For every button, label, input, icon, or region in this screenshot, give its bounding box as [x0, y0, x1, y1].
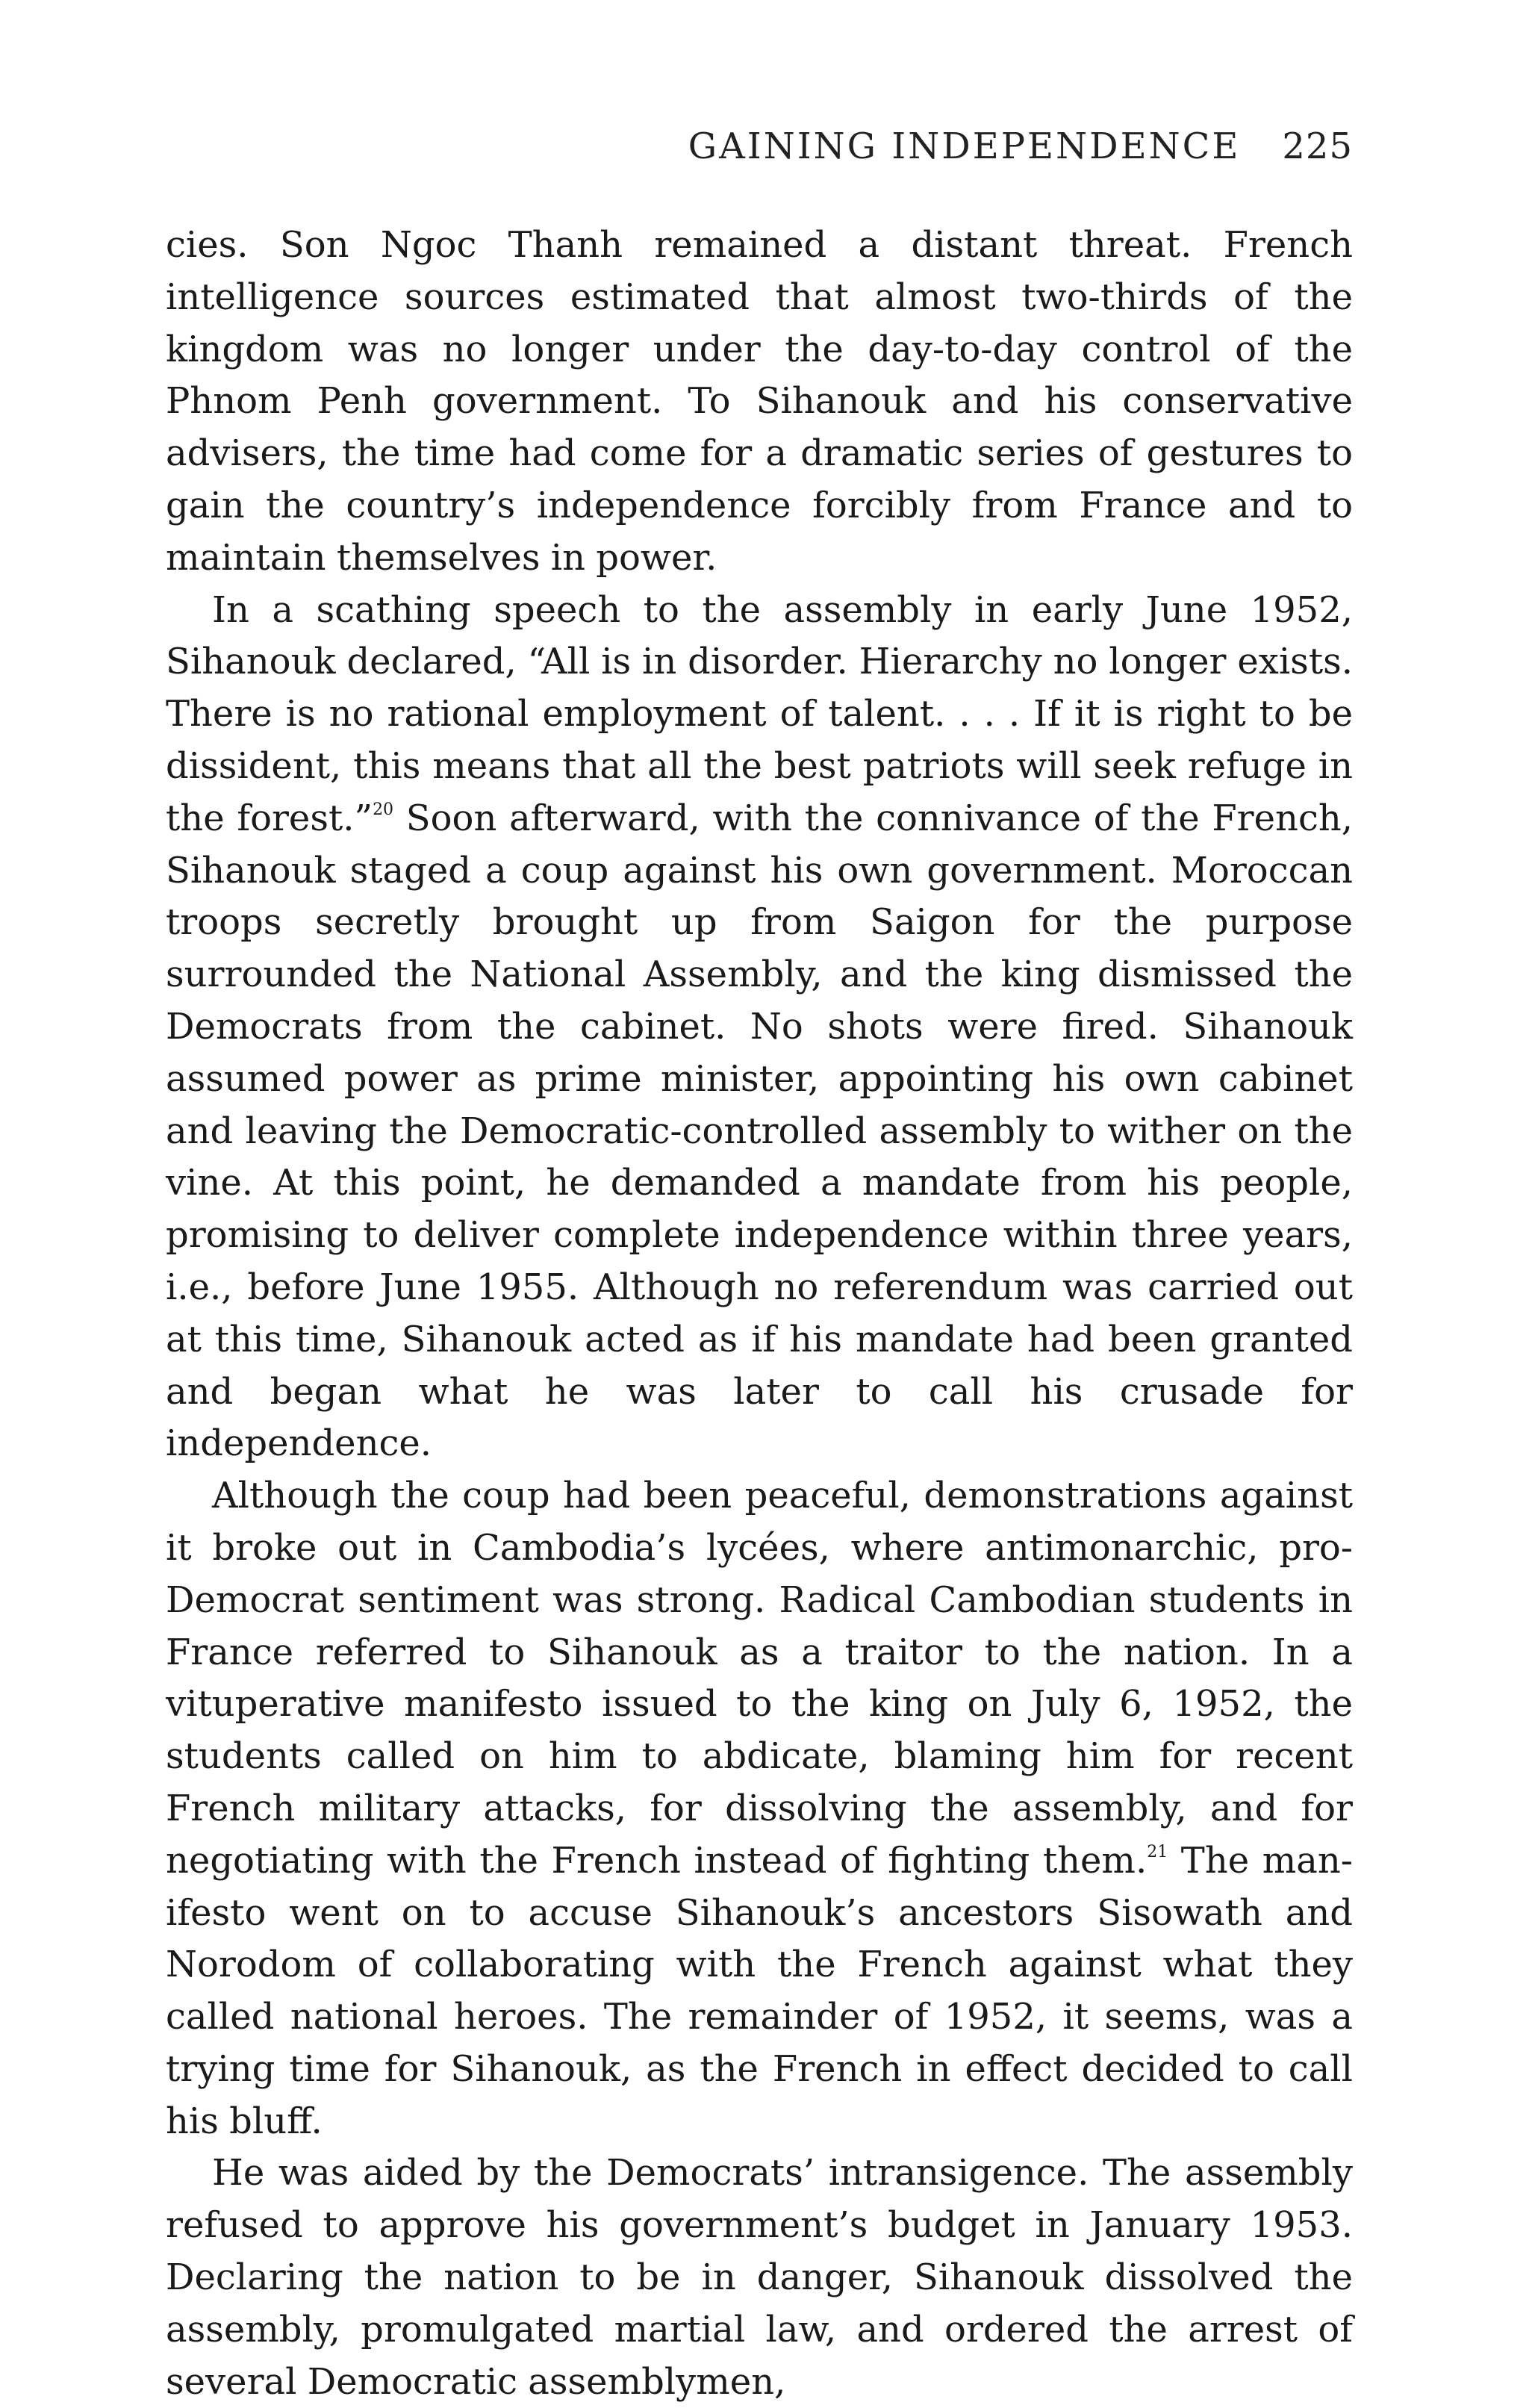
body-text — [166, 220, 1353, 2408]
running-head — [688, 125, 1353, 167]
paragraph-text: He was aided by the Democrats’ intransigence. The assembly refused to approve his government’s budget in January 1953. Declaring the nation to be in danger, Sihanouk dissolved the assembly, promulgated martial law, and ordered the arrest of several Democratic assemblymen, — [166, 2152, 1353, 2403]
paragraph-text: cies. Son Ngoc Thanh remained a distant threat. French intelligence sources estimated that almost two-thirds of the kingdom was no longer under the day-to-day control of the Phnom Penh government. To Sihanouk and his conservative advisers, the time had come for a dramatic series of gestures to gain the country’s independence forcibly from France and to maintain themselves in power. — [166, 224, 1353, 579]
footnote-reference: 20 — [373, 800, 394, 819]
paragraph-text: The manifesto went on to accuse Sihanouk’s ancestors Sisowath and Norodom of collaborating with the French against what they called national heroes. The remainder of 1952, it seems, was a trying time for Sihanouk, as the French in effect decided to call his bluff. — [166, 1839, 1353, 2142]
paragraph — [166, 220, 1353, 585]
footnote-reference: 21 — [1147, 1842, 1168, 1861]
paragraph — [166, 2147, 1353, 2408]
paragraph — [166, 585, 1353, 1471]
page-number: 225 — [1282, 125, 1353, 167]
paragraph-text: In a scathing speech to the assembly in early June 1952, Sihanouk declared, “All is in disorder. Hierarchy no longer exists. There is no rational employment of talent. . . . If it is right to be dissident, this means that all the best patriots will seek refuge in the forest.” — [166, 588, 1353, 839]
chapter-title: GAINING INDEPENDENCE — [688, 125, 1241, 167]
paragraph — [166, 1470, 1353, 2147]
paragraph-text: Although the coup had been peaceful, demonstrations against it broke out in Cambodia’s lycées, where antimonarchic, pro-Democrat sentiment was strong. Radical Cambodian students in France referred to Sihanouk as a traitor to the nation. In a vituperative manifesto issued to the king on July 6, 1952, the students called on him to abdicate, blaming him for recent French military attacks, for dissolving the assembly, and for negotiating with the French instead of fighting them. — [166, 1475, 1353, 1882]
paragraph-text: Soon afterward, with the connivance of the French, Sihanouk staged a coup against his own government. Moroccan troops secretly brought up from Saigon for the purpose surrounded the National Assembly, and the king dismissed the Democrats from the cabinet. No shots were fired. Sihanouk assumed power as prime minister, appointing his own cabinet and leaving the Democratic-controlled assembly to wither on the vine. At this point, he demanded a mandate from his people, promising to deliver complete independence within three years, i.e., before June 1955. Although no referendum was carried out at this time, Sihanouk acted as if his mandate had been granted and began what he was later to call his crusade for independence. — [166, 797, 1354, 1465]
